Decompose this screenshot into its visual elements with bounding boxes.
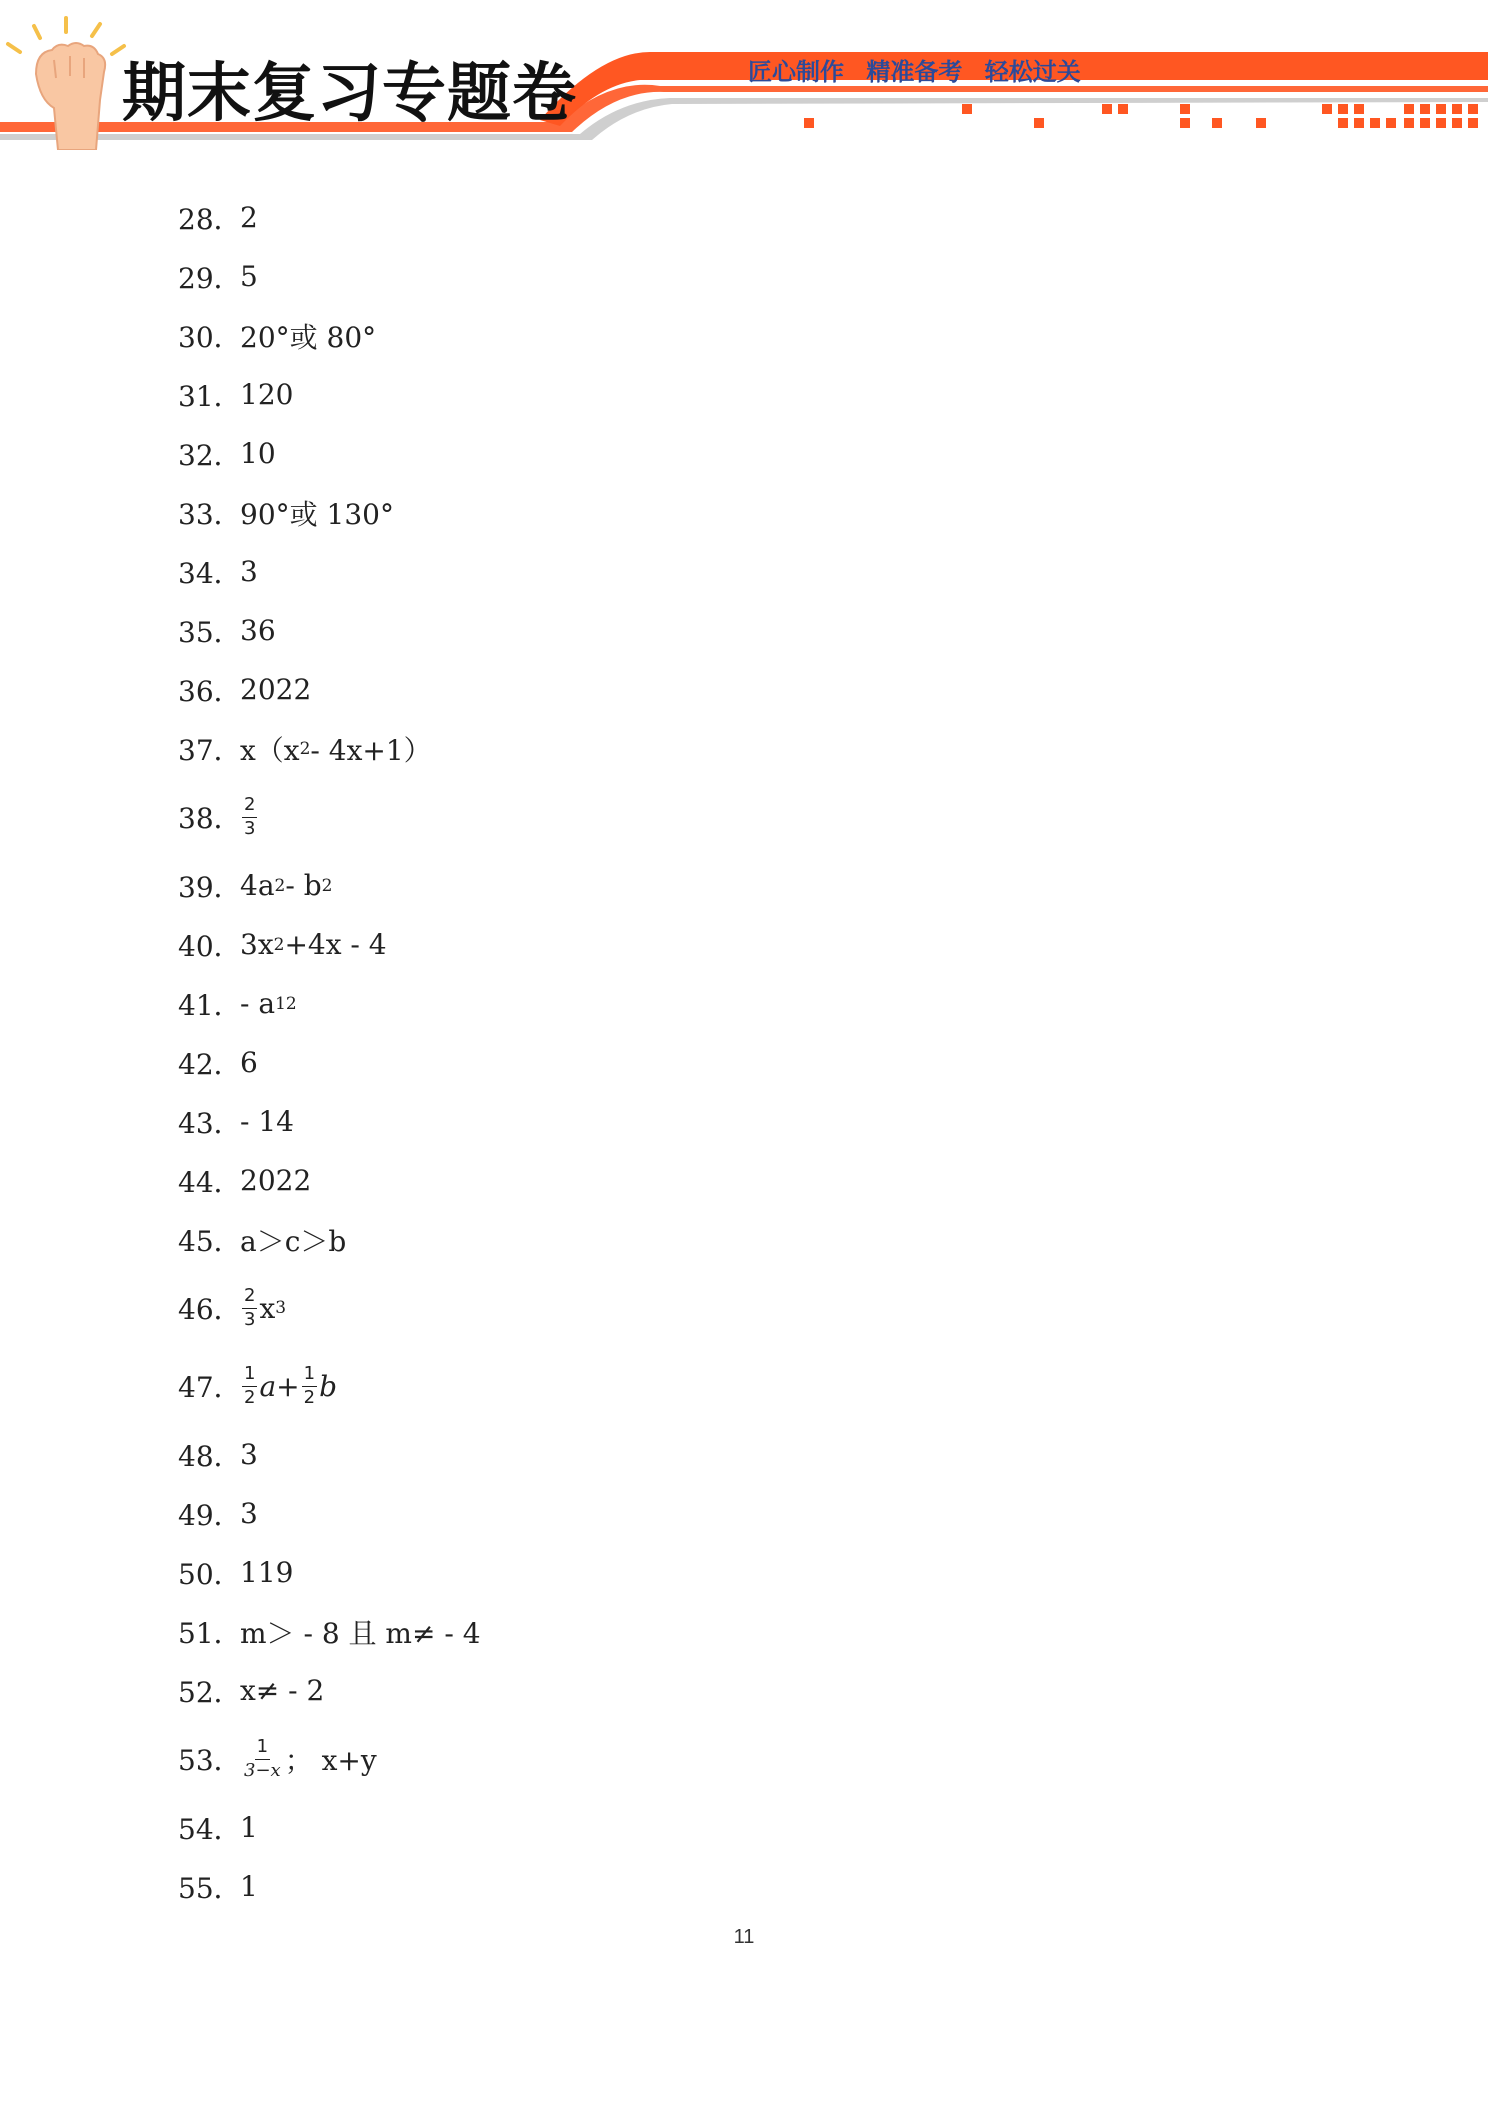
- answer-number: 51．: [178, 1616, 242, 1650]
- denominator: 3: [244, 817, 256, 839]
- answer-item: [178, 1720, 1278, 1798]
- answer-text-part: - 4x+1）: [310, 733, 432, 767]
- answer-item: [178, 365, 1278, 424]
- answer-number: 28．: [178, 202, 242, 236]
- answer-list: [178, 188, 1278, 1916]
- answer-text-part: 3x: [240, 928, 274, 961]
- header-slogan: 匠心制作 精准备考 轻松过关: [748, 58, 1081, 86]
- answer-number: 45．: [178, 1224, 242, 1258]
- fraction: [242, 1284, 257, 1330]
- answer-text: 2022: [240, 1164, 312, 1197]
- answer-number: 31．: [178, 379, 242, 413]
- answer-number: 39．: [178, 870, 242, 904]
- answer-text-part: - b: [285, 869, 322, 902]
- answer-number: 44．: [178, 1165, 242, 1199]
- numerator: 1: [255, 1738, 270, 1760]
- answer-item: [178, 601, 1278, 660]
- fraction: [242, 1735, 283, 1781]
- answer-item: [178, 660, 1278, 719]
- variable: a: [259, 1369, 277, 1403]
- exponent: 12: [275, 993, 297, 1014]
- answer-text: 36: [240, 614, 276, 647]
- answer-item: [178, 778, 1278, 856]
- exponent: 2: [299, 738, 311, 759]
- answer-text-part: - a: [240, 987, 276, 1020]
- answer-text: 2: [240, 201, 258, 234]
- fraction: [302, 1362, 317, 1408]
- answer-text: 5: [240, 260, 258, 293]
- answer-item: [178, 1543, 1278, 1602]
- answer-text: 6: [240, 1046, 258, 1079]
- answer-text: 2022: [240, 673, 312, 706]
- answer-item: [178, 1602, 1278, 1661]
- answer-number: 40．: [178, 929, 242, 963]
- denominator: 3: [244, 1308, 256, 1330]
- answer-number: 38．: [178, 802, 242, 835]
- exponent: 2: [321, 875, 333, 896]
- denominator: 2: [244, 1386, 256, 1408]
- answer-item: [178, 856, 1278, 915]
- answer-number: 46．: [178, 1293, 242, 1326]
- answer-item: [178, 1661, 1278, 1720]
- answer-text: 119: [240, 1556, 294, 1589]
- answer-number: 36．: [178, 674, 242, 708]
- answer-number: 48．: [178, 1439, 242, 1473]
- answer-item: [178, 719, 1278, 778]
- answer-item: [178, 1092, 1278, 1151]
- answer-item: [178, 974, 1278, 1033]
- numerator: 1: [302, 1365, 317, 1387]
- answer-text: 1: [240, 1811, 258, 1844]
- answer-number: 54．: [178, 1812, 242, 1846]
- exponent: 2: [273, 934, 285, 955]
- answer-item: [178, 1210, 1278, 1269]
- answer-number: 37．: [178, 733, 242, 767]
- answer-number: 30．: [178, 320, 242, 354]
- answer-text: 10: [240, 437, 276, 470]
- answer-item: [178, 483, 1278, 542]
- answer-text-part: x: [259, 1291, 276, 1325]
- answer-item: [178, 1798, 1278, 1857]
- answer-number: 50．: [178, 1557, 242, 1591]
- answer-text: x≠ - 2: [240, 1674, 325, 1707]
- variable: b: [319, 1369, 338, 1403]
- answer-item: [178, 1857, 1278, 1916]
- answer-number: 53．: [178, 1744, 242, 1777]
- answer-item: [178, 1269, 1278, 1347]
- numerator: 1: [242, 1365, 257, 1387]
- answer-text-part: +4x - 4: [284, 928, 387, 961]
- answer-number: 42．: [178, 1047, 242, 1081]
- answer-number: 41．: [178, 988, 242, 1022]
- denominator: 3−x: [244, 1759, 281, 1781]
- numerator: 2: [242, 796, 257, 818]
- header-title: 期末复习专题卷: [122, 57, 577, 131]
- answer-item: [178, 1347, 1278, 1425]
- answer-number: 43．: [178, 1106, 242, 1140]
- answer-text: 1: [240, 1870, 258, 1903]
- answer-text: 90°或 130°: [240, 497, 394, 531]
- answer-number: 55．: [178, 1871, 242, 1905]
- answer-text: 20°或 80°: [240, 320, 377, 354]
- answer-item: [178, 424, 1278, 483]
- answer-number: 49．: [178, 1498, 242, 1532]
- answer-text: 120: [240, 378, 294, 411]
- answer-number: 35．: [178, 615, 242, 649]
- numerator: 2: [242, 1287, 257, 1309]
- exponent: 2: [274, 875, 286, 896]
- answer-item: [178, 1151, 1278, 1210]
- fraction: [242, 793, 257, 839]
- answer-text: 3: [240, 555, 258, 588]
- fraction: [242, 1362, 257, 1408]
- answer-number: 52．: [178, 1675, 242, 1709]
- answer-item: [178, 188, 1278, 247]
- answer-item: [178, 1425, 1278, 1484]
- answer-text: m＞ - 8 且 m≠ - 4: [240, 1616, 481, 1650]
- answer-text: 3: [240, 1497, 258, 1530]
- answer-text-part: x（x: [240, 733, 300, 767]
- answer-item: [178, 247, 1278, 306]
- answer-number: 33．: [178, 497, 242, 531]
- answer-text-part: ； x+y: [284, 1744, 377, 1777]
- answer-text: - 14: [240, 1105, 294, 1138]
- answer-item: [178, 915, 1278, 974]
- answer-item: [178, 306, 1278, 365]
- page-header: [0, 0, 1488, 150]
- answer-text-part: 4a: [240, 869, 275, 902]
- answer-number: 29．: [178, 261, 242, 295]
- answer-item: [178, 542, 1278, 601]
- answer-number: 32．: [178, 438, 242, 472]
- answer-text: a＞c＞b: [240, 1224, 347, 1258]
- page-number: 11: [733, 1926, 755, 1948]
- exponent: 3: [275, 1298, 287, 1318]
- denominator: 2: [303, 1386, 316, 1408]
- answer-item: [178, 1484, 1278, 1543]
- answer-number: 47．: [178, 1371, 242, 1404]
- answer-item: [178, 1033, 1278, 1092]
- answer-text: 3: [240, 1438, 258, 1471]
- answer-number: 34．: [178, 556, 242, 590]
- operator: +: [276, 1369, 300, 1403]
